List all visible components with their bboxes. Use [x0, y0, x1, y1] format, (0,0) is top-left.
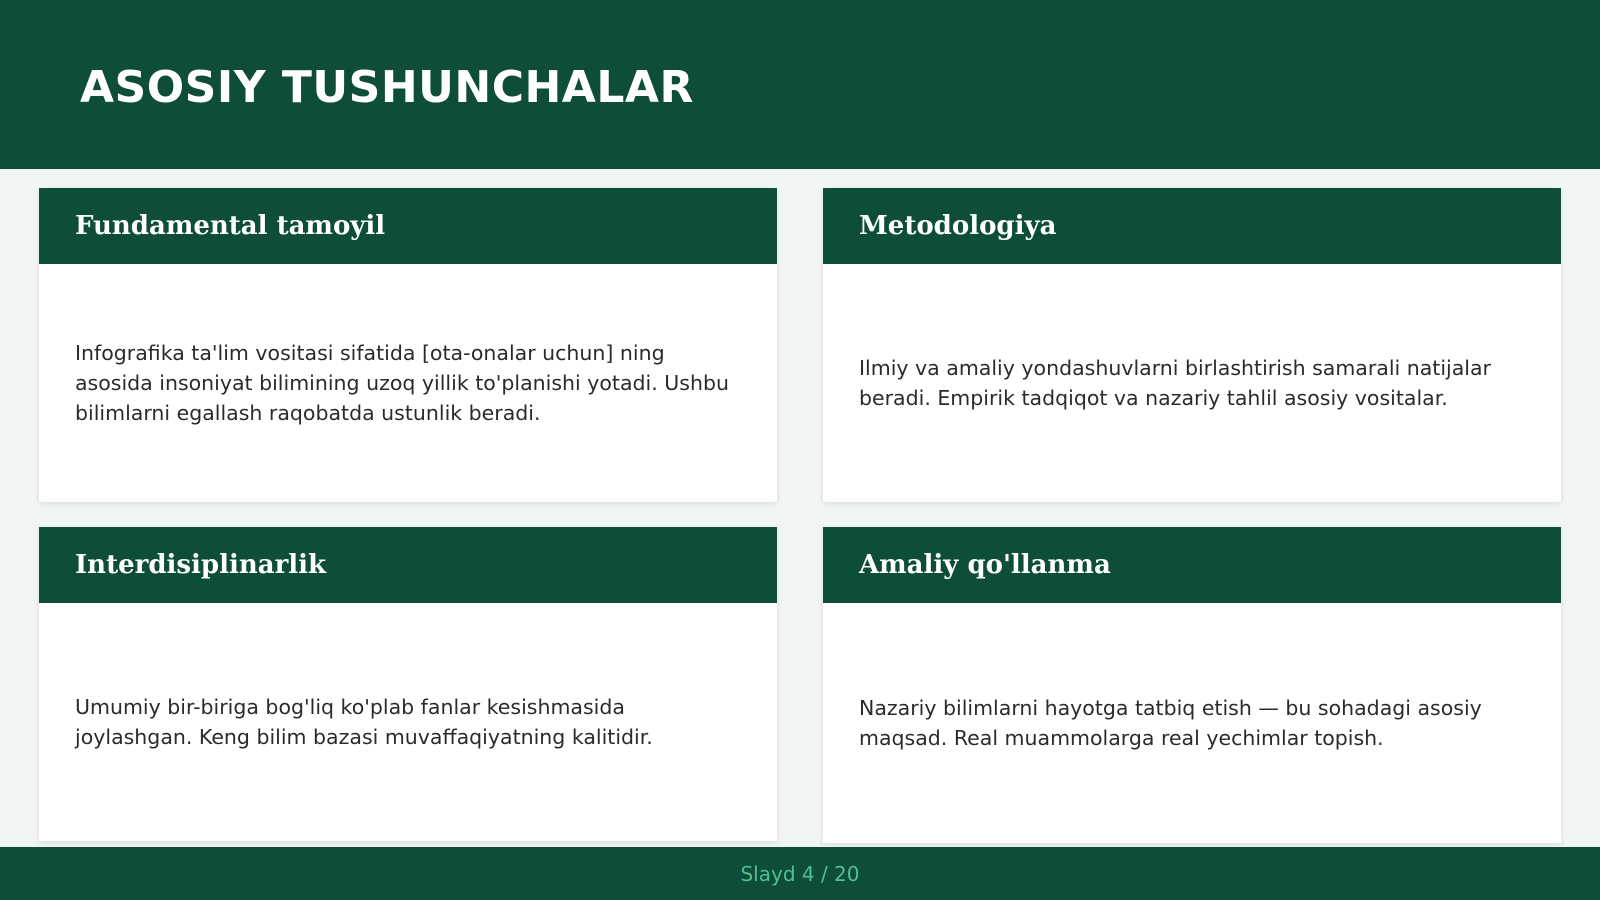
card-body	[39, 603, 777, 841]
card-header	[39, 527, 777, 603]
card-amaliy-qollanma	[823, 527, 1561, 843]
card-header	[823, 527, 1561, 603]
card-title: Amaliy qo'llanma	[859, 550, 1111, 580]
card-text: Infografika ta'lim vositasi sifatida [ota-onalar uchun] ning asosida insoniyat bilimining uzoq yillik to'planishi yotadi. Ushbu bilimlarni egallash raqobatda ustunlik beradi.	[75, 341, 729, 425]
card-body	[823, 264, 1561, 502]
card-body	[823, 603, 1561, 843]
card-body	[39, 264, 777, 502]
slide-title: ASOSIY TUSHUNCHALAR	[80, 62, 694, 113]
card-text: Nazariy bilimlarni hayotga tatbiq etish — bu sohadagi asosiy maqsad. Real muammolarga real yechimlar topish.	[859, 696, 1482, 750]
card-header	[823, 188, 1561, 264]
card-title: Metodologiya	[859, 211, 1057, 241]
slide-counter: Slayd 4 / 20	[740, 861, 860, 886]
card-fundamental-tamoyil	[39, 188, 777, 502]
card-header	[39, 188, 777, 264]
card-text: Ilmiy va amaliy yondashuvlarni birlashtirish samarali natijalar beradi. Empirik tadqiqot va nazariy tahlil asosiy vositalar.	[859, 356, 1491, 410]
card-text: Umumiy bir-biriga bog'liq ko'plab fanlar kesishmasida joylashgan. Keng bilim bazasi muvaffaqiyatning kalitidir.	[75, 695, 653, 749]
slide-footer	[0, 847, 1600, 900]
card-title: Fundamental tamoyil	[75, 211, 386, 241]
slide-header	[0, 0, 1600, 169]
card-title: Interdisiplinarlik	[75, 550, 327, 580]
card-interdisiplinarlik	[39, 527, 777, 841]
card-metodologiya	[823, 188, 1561, 502]
